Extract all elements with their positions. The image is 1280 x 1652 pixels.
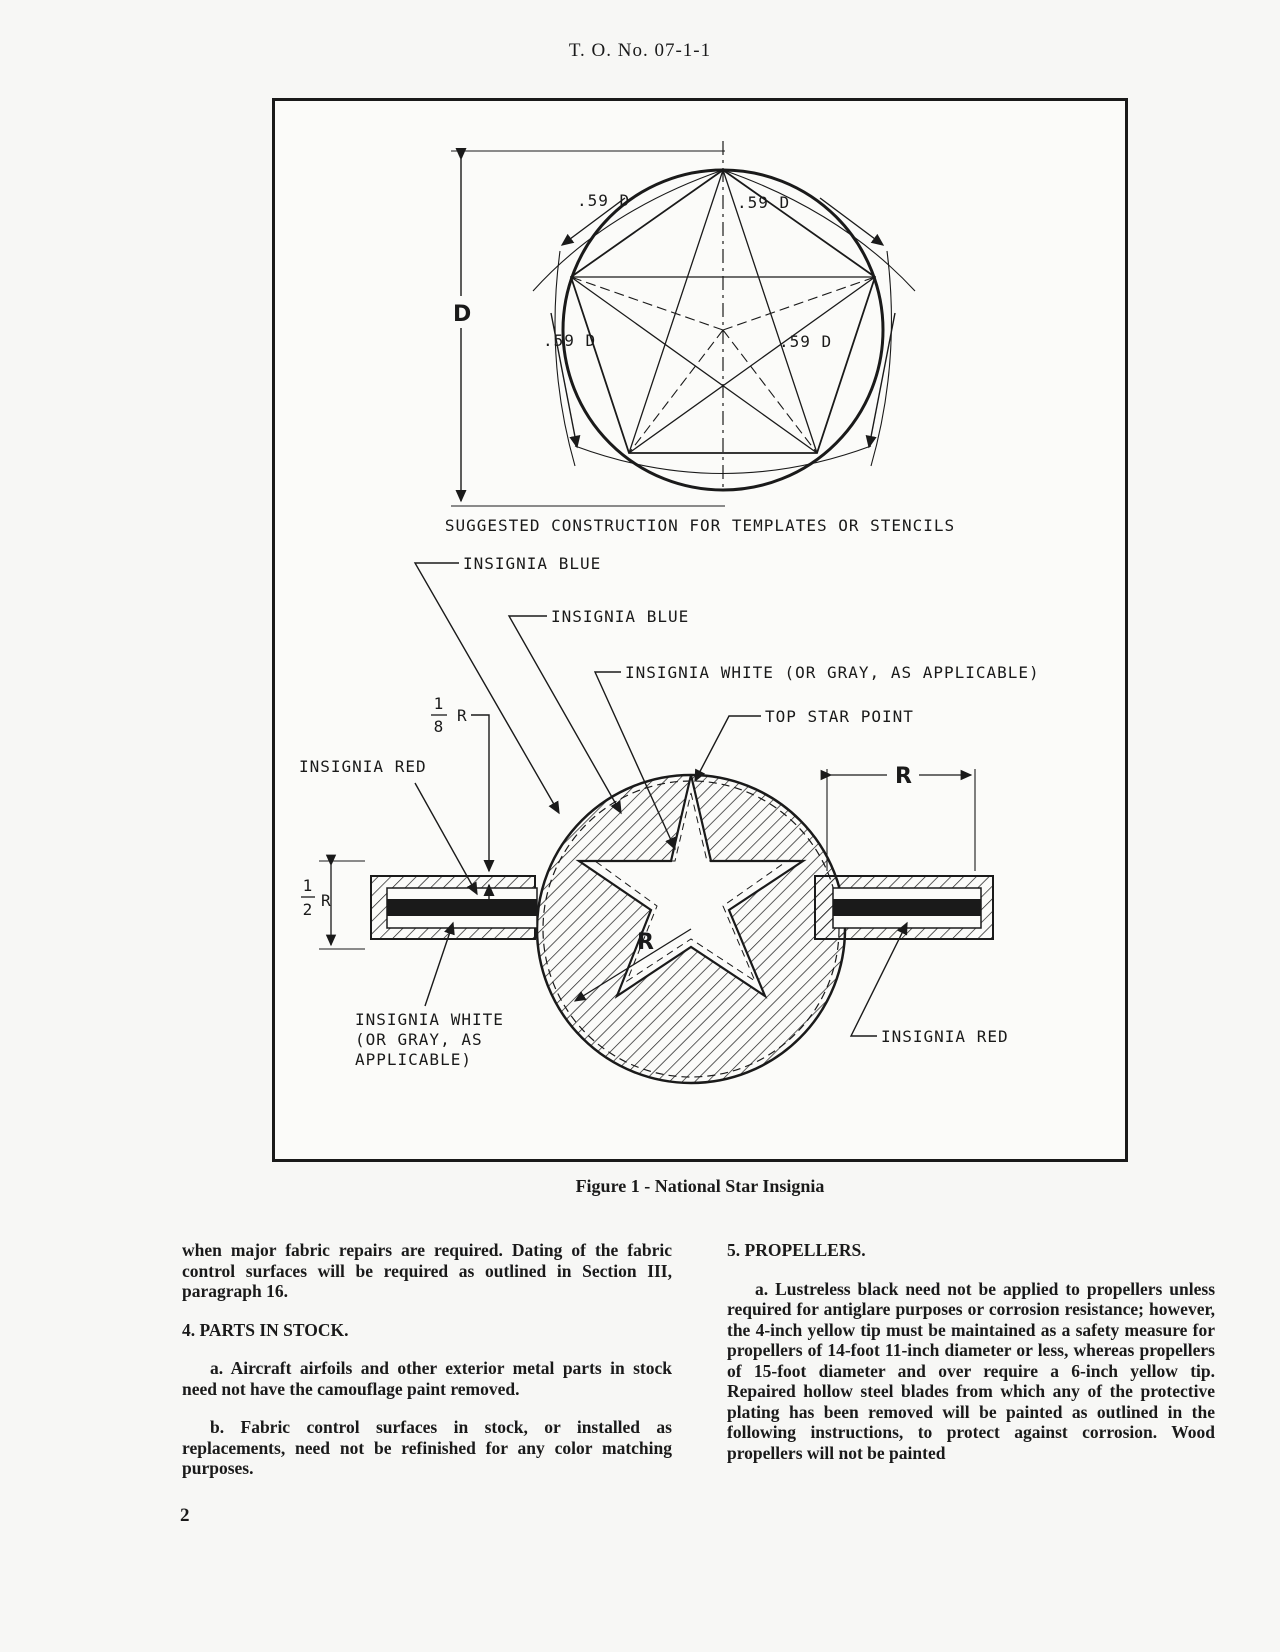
national-star-insignia bbox=[299, 554, 1040, 1083]
callout-insignia-white-bar-line2: (OR GRAY, AS bbox=[355, 1030, 483, 1049]
eighth-numerator: 1 bbox=[433, 694, 445, 713]
document-number-header: T. O. No. 07-1-1 bbox=[568, 40, 712, 61]
section-4-heading: 4. PARTS IN STOCK. bbox=[182, 1319, 349, 1340]
callout-insignia-white-bar-line1: INSIGNIA WHITE bbox=[355, 1010, 504, 1029]
half-r-label: R bbox=[321, 891, 332, 910]
right-red-stripe bbox=[833, 899, 981, 916]
section-5-heading: 5. PROPELLERS. bbox=[727, 1240, 866, 1260]
construction-diagram bbox=[445, 141, 955, 535]
figure-caption: Figure 1 - National Star Insignia bbox=[575, 1176, 825, 1196]
left-column bbox=[182, 1240, 672, 1497]
eighth-denominator: 8 bbox=[433, 717, 445, 736]
insignia-figure bbox=[275, 101, 1125, 1159]
arc-label-top-left: .59 D bbox=[577, 191, 631, 210]
paragraph-b-text: Fabric control surfaces in stock, or installed as replacements, need not be refinished for any color matching purposes. bbox=[182, 1417, 672, 1478]
arc-label-right: .59 D bbox=[779, 332, 833, 351]
callout-insignia-blue-inner: INSIGNIA BLUE bbox=[551, 607, 690, 626]
bar-r-label: R bbox=[895, 764, 912, 789]
half-numerator: 1 bbox=[302, 876, 314, 895]
paragraph-marker-a: a. bbox=[210, 1358, 224, 1378]
callout-insignia-red-left: INSIGNIA RED bbox=[299, 757, 427, 776]
right-column bbox=[727, 1240, 1215, 1481]
paragraph-marker-b: b. bbox=[210, 1417, 225, 1437]
arc-label-left: .59 D bbox=[543, 331, 597, 350]
radius-r-label: R bbox=[637, 930, 654, 955]
page-number: 2 bbox=[180, 1505, 190, 1526]
construction-caption: SUGGESTED CONSTRUCTION FOR TEMPLATES OR STENCILS bbox=[444, 516, 956, 535]
callout-insignia-blue-outer: INSIGNIA BLUE bbox=[463, 554, 602, 573]
section-5-paragraph-a bbox=[727, 1279, 1215, 1464]
continued-paragraph: when major fabric repairs are required. Dating of the fabric control surfaces will be required as outlined in Section III, paragraph 16. bbox=[182, 1240, 672, 1301]
arc-label-top-right: .59 D bbox=[737, 193, 791, 212]
section-4-paragraph-b bbox=[182, 1417, 672, 1479]
section-4-paragraph-a bbox=[182, 1358, 672, 1399]
figure-frame bbox=[272, 98, 1128, 1162]
paragraph-marker-a: a. bbox=[755, 1278, 769, 1299]
paragraph-a-text: Aircraft airfoils and other exterior metal parts in stock need not have the camouflage paint removed. bbox=[182, 1358, 672, 1399]
callout-insignia-red-right: INSIGNIA RED bbox=[881, 1027, 1009, 1046]
left-red-stripe bbox=[387, 899, 537, 916]
eighth-r-label: R bbox=[457, 706, 468, 725]
callout-top-star-point: TOP STAR POINT bbox=[765, 707, 914, 726]
callout-insignia-white-star: INSIGNIA WHITE (OR GRAY, AS APPLICABLE) bbox=[625, 663, 1040, 682]
half-denominator: 2 bbox=[302, 900, 314, 919]
diameter-label: D bbox=[453, 302, 472, 327]
callout-insignia-white-bar-line3: APPLICABLE) bbox=[355, 1050, 472, 1069]
paragraph-a-text: Lustreless black need not be applied to propellers unless required for antiglare purposes or corrosion resistance; however, the 4-inch yellow tip must be maintained as a safety measure for propellers of 14-foot 11-inch diameter or less, whereas propellers of 15-foot diameter and over require a 6-inch yellow tip. Repaired hollow steel blades from which any of the protective plating has been removed will be painted as outlined in the following instructions, to protect against corrosion. Wood propellers will not be painted bbox=[727, 1278, 1216, 1463]
